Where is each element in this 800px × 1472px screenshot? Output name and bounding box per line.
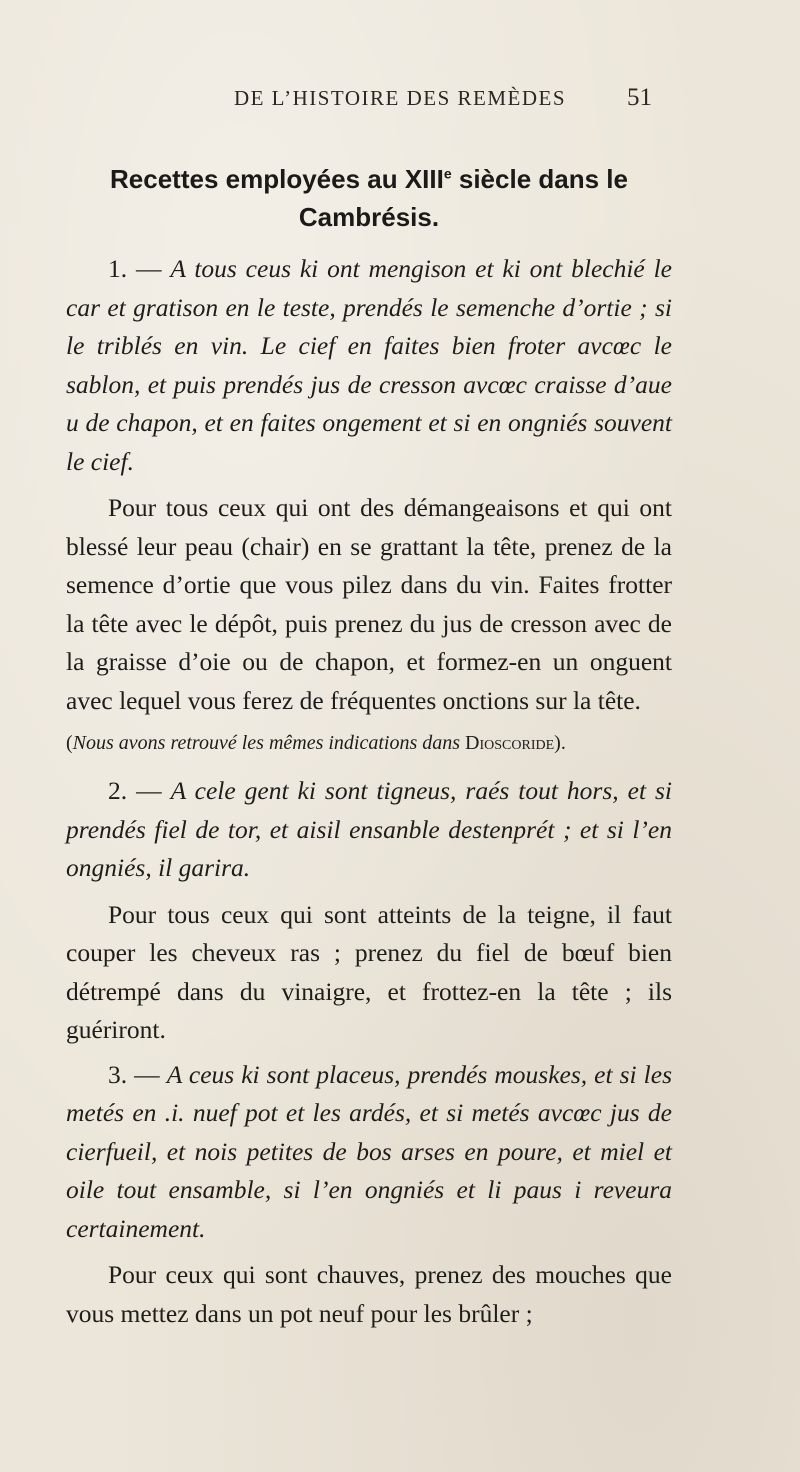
- note-close-paren: ).: [554, 732, 566, 754]
- recipe-2-old-text: A cele gent ki sont tigneus, raés tout hors, et si prendés fiel de tor, et aisil ensanble destenprét ; et si l’en ongniés, il garira.: [66, 776, 673, 882]
- note-author: Dioscoride: [465, 732, 555, 754]
- page-content: [66, 160, 672, 1339]
- heading-text-end: siècle dans le Cambrésis.: [298, 164, 628, 232]
- page-number: 51: [627, 84, 652, 111]
- recipe-2-dash: —: [127, 776, 171, 805]
- recipe-1-translation: Pour tous ceux qui ont des démangeaisons et qui ont blessé leur peau (chair) en se grattant la tête, prenez de la semence d’ortie que vous pilez dans du vin. Faites frotter la tête avec le dépôt, puis prenez du jus de cresson avec de la graisse d’oie ou de chapon, et formez-en un onguent avec lequel vous ferez de fréquentes onctions sur la tête.: [66, 493, 672, 715]
- recipe-3: [66, 1056, 672, 1334]
- recipe-3-dash: —: [127, 1059, 167, 1089]
- recipe-2-translation: Pour tous ceux qui sont atteints de la teigne, il faut couper les cheveux ras ; prenez du fiel de bœuf bien détrempé dans du vinaigre, et frottez-en la tête ; ils guériront.: [66, 899, 672, 1044]
- recipe-1-old-french: [66, 250, 672, 481]
- recipe-1-old-text: A tous ceus ki ont mengison et ki ont blechié le car et gratison en le teste, prendés le semenche d’ortie ; si le triblés en vin. Le cief en faites bien froter avcœc le sablon, et puis prendés jus de cresson avcœc craisse d’aue u de chapon, et en faites ongement et si en ongniés souvent le cief.: [66, 254, 672, 476]
- recipe-3-number: 3.: [108, 1059, 128, 1089]
- note-open-paren: (: [66, 732, 73, 754]
- heading-superscript: e: [443, 165, 452, 182]
- note-text: Nous avons retrouvé les mêmes indications dans: [72, 732, 466, 754]
- recipe-2-number: 2.: [108, 776, 128, 805]
- recipe-3-translation: Pour ceux qui sont chauves, prenez des mouches que vous mettez dans un pot neuf pour les brûler ;: [66, 1260, 672, 1328]
- heading-text-start: Recettes employées au XIII: [110, 164, 444, 194]
- recipe-1-number: 1.: [108, 254, 128, 283]
- recipe-1-note: [66, 726, 672, 760]
- recipe-1: [66, 250, 672, 760]
- recipe-2: [66, 772, 672, 1050]
- recipe-2-old-french: [66, 772, 672, 888]
- running-title: DE L’HISTOIRE DES REMÈDES: [233, 86, 567, 110]
- recipe-3-old-text: A ceus ki sont placeus, prendés mouskes, et si les metés en .i. nuef pot et les ardés, et si metés avcœc jus de cierfueil, et nois petites de bos arses en poure, et miel et oile tout ensamble, si l’en ongniés et li paus i reveura certainement.: [66, 1059, 673, 1243]
- section-heading: [66, 160, 672, 236]
- recipe-3-old-french: [66, 1056, 672, 1249]
- recipe-1-dash: —: [127, 254, 171, 283]
- running-header: [0, 86, 800, 118]
